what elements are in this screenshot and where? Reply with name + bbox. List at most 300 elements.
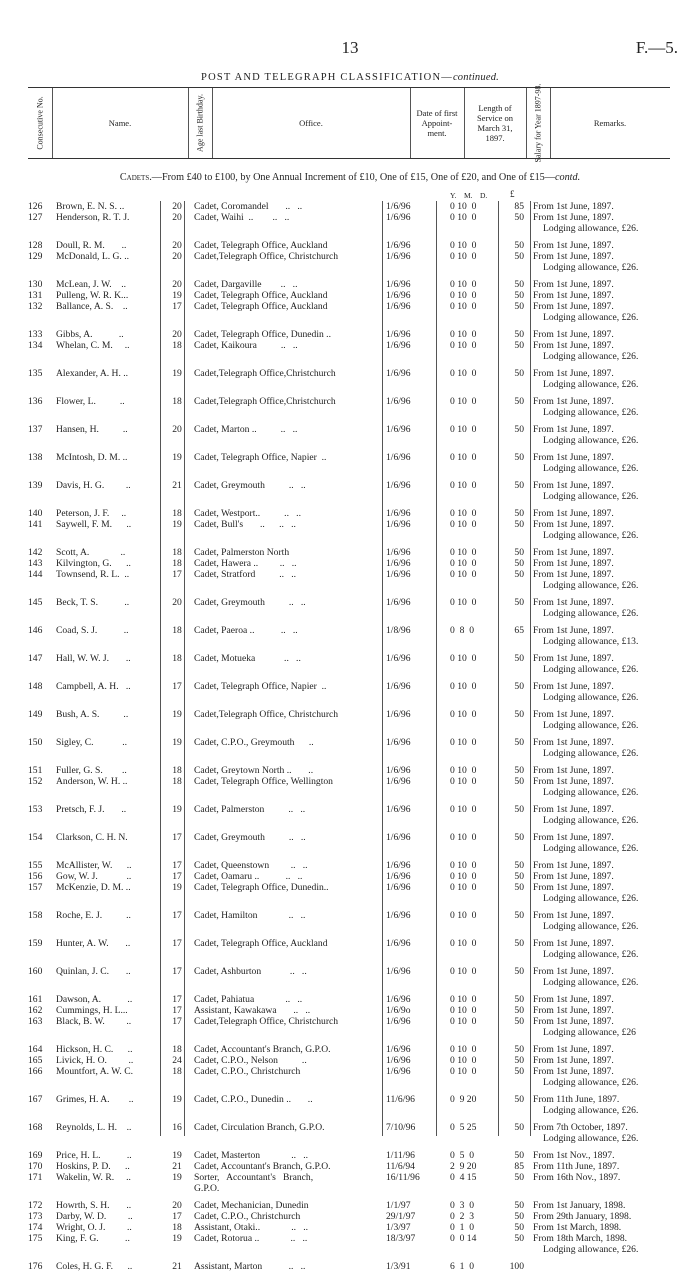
row-remarks: From 1st June, 1897. [533, 1044, 614, 1055]
row-lodging-allowance: Lodging allowance, £26. [543, 223, 639, 234]
row-age: 17 [172, 832, 182, 843]
row-name: Dawson, A. .. [56, 994, 133, 1005]
table-header [28, 83, 670, 163]
row-remarks: From 1st June, 1897. [533, 480, 614, 491]
row-age: 17 [172, 1211, 182, 1222]
row-lodging-allowance: Lodging allowance, £26. [543, 692, 639, 703]
row-date: 1/6/96 [386, 547, 411, 558]
row-service: 0 10 0 [450, 709, 477, 720]
row-salary: 50 [514, 1122, 524, 1133]
row-service: 0 0 14 [450, 1233, 477, 1244]
row-office: Cadet,Telegraph Office,Christchurch [194, 368, 336, 379]
row-office: Cadet, Telegraph Office, Auckland [194, 301, 328, 312]
row-age: 18 [172, 396, 182, 407]
row-date: 1/3/91 [386, 1261, 411, 1272]
header-date: Date of first Appoint- ment. [410, 88, 465, 158]
row-salary: 100 [509, 1261, 524, 1272]
row-salary: 50 [514, 776, 524, 787]
row-service: 0 3 0 [450, 1200, 474, 1211]
row-age: 18 [172, 1044, 182, 1055]
row-number: 144 [28, 569, 43, 580]
row-salary: 50 [514, 1094, 524, 1105]
row-name: McKenzie, D. M. .. [56, 882, 131, 893]
row-lodging-allowance: Lodging allowance, £26. [543, 921, 639, 932]
row-office: Cadet, Rotorua .. .. .. [194, 1233, 308, 1244]
row-age: 17 [172, 681, 182, 692]
row-service: 0 10 0 [450, 301, 477, 312]
row-lodging-allowance: Lodging allowance, £26. [543, 580, 639, 591]
row-date: 1/6/96 [386, 681, 411, 692]
row-office: Assistant, Marton .. .. [194, 1261, 306, 1272]
row-number: 140 [28, 508, 43, 519]
row-remarks: From 18th March, 1898. [533, 1233, 628, 1244]
row-date: 1/6/96 [386, 1055, 411, 1066]
row-service: 0 10 0 [450, 340, 477, 351]
header-remarks: Remarks. [593, 118, 627, 128]
row-date: 18/3/97 [386, 1233, 416, 1244]
row-number: 127 [28, 212, 43, 223]
row-date: 1/6/96 [386, 396, 411, 407]
row-remarks: From 11th June, 1897. [533, 1094, 620, 1105]
row-service: 0 10 0 [450, 452, 477, 463]
row-number: 158 [28, 910, 43, 921]
row-salary: 50 [514, 279, 524, 290]
column-divider [530, 201, 531, 1136]
row-lodging-allowance: Lodging allowance, £26. [543, 491, 639, 502]
row-service: 0 10 0 [450, 1044, 477, 1055]
row-service: 0 10 0 [450, 776, 477, 787]
row-lodging-allowance: Lodging allowance, £26. [543, 787, 639, 798]
row-age: 19 [172, 1094, 182, 1105]
row-remarks: From 16th Nov., 1897. [533, 1172, 621, 1183]
row-salary: 50 [514, 1016, 524, 1027]
row-salary: 50 [514, 251, 524, 262]
row-name: Campbell, A. H. .. [56, 681, 131, 692]
row-name: Alexander, A. H. .. [56, 368, 129, 379]
row-date: 11/6/96 [386, 1094, 415, 1105]
row-number: 136 [28, 396, 43, 407]
row-date: 1/3/97 [386, 1222, 411, 1233]
row-salary: 50 [514, 368, 524, 379]
row-number: 174 [28, 1222, 43, 1233]
row-remarks: From 1st June, 1897. [533, 301, 614, 312]
row-office: Cadet, Greymouth .. .. [194, 832, 306, 843]
row-date: 1/6/96 [386, 340, 411, 351]
row-service: 6 1 0 [450, 1261, 474, 1272]
row-lodging-allowance: Lodging allowance, £26. [543, 748, 639, 759]
row-age: 20 [172, 251, 182, 262]
row-name: Henderson, R. T. J. [56, 212, 130, 223]
row-service: 0 10 0 [450, 558, 477, 569]
row-service: 0 10 0 [450, 279, 477, 290]
row-number: 133 [28, 329, 43, 340]
row-date: 1/6/96 [386, 480, 411, 491]
row-date: 1/6/96 [386, 860, 411, 871]
row-salary: 50 [514, 1211, 524, 1222]
row-number: 159 [28, 938, 43, 949]
row-remarks: From 1st June, 1897. [533, 860, 614, 871]
row-age: 17 [172, 871, 182, 882]
row-name: Price, H. L. .. [56, 1150, 132, 1161]
row-salary: 50 [514, 569, 524, 580]
row-date: 1/6/96 [386, 966, 411, 977]
row-number: 129 [28, 251, 43, 262]
row-lodging-allowance: Lodging allowance, £26. [543, 843, 639, 854]
row-salary: 50 [514, 1044, 524, 1055]
row-number: 165 [28, 1055, 43, 1066]
row-service: 0 10 0 [450, 804, 477, 815]
row-office: Cadet,Telegraph Office, Christchurch [194, 709, 339, 720]
row-remarks: From 1st June, 1897. [533, 804, 614, 815]
row-office: Cadet, Telegraph Office, Auckland [194, 290, 328, 301]
row-office: Cadet, Circulation Branch, G.P.O. [194, 1122, 325, 1133]
row-number: 150 [28, 737, 43, 748]
row-number: 164 [28, 1044, 43, 1055]
row-date: 1/6/96 [386, 1066, 411, 1077]
row-age: 24 [172, 1055, 182, 1066]
row-age: 18 [172, 558, 182, 569]
row-number: 152 [28, 776, 43, 787]
row-age: 18 [172, 653, 182, 664]
row-service: 0 5 25 [450, 1122, 477, 1133]
row-number: 131 [28, 290, 43, 301]
row-lodging-allowance: Lodging allowance, £26. [543, 720, 639, 731]
row-lodging-allowance: Lodging allowance, £26. [543, 1133, 639, 1144]
row-office: Cadet, Pahiatua .. .. [194, 994, 303, 1005]
row-name: Hickson, H. C. .. [56, 1044, 133, 1055]
row-office: Cadet,Telegraph Office, Christchurch [194, 1016, 339, 1027]
header-name: Name. [52, 88, 189, 158]
row-service: 0 10 0 [450, 547, 477, 558]
row-office: Cadet, Coromandel .. .. [194, 201, 303, 212]
document-reference: F.—5. [635, 38, 678, 57]
row-lodging-allowance: Lodging allowance, £26. [543, 463, 639, 474]
row-service: 0 10 0 [450, 251, 477, 262]
row-service: 0 10 0 [450, 871, 477, 882]
row-salary: 50 [514, 301, 524, 312]
row-age: 17 [172, 860, 182, 871]
row-name: Flower, L. .. [56, 396, 125, 407]
row-number: 162 [28, 1005, 43, 1016]
row-office: Cadet, Paeroa .. .. .. [194, 625, 298, 636]
row-remarks: From 1st June, 1897. [533, 966, 614, 977]
row-date: 1/6/96 [386, 765, 411, 776]
row-service: 0 10 0 [450, 508, 477, 519]
row-service: 0 10 0 [450, 212, 477, 223]
row-number: 132 [28, 301, 43, 312]
row-remarks: From 1st June, 1897. [533, 340, 614, 351]
row-date: 1/6/96 [386, 240, 411, 251]
row-number: 169 [28, 1150, 43, 1161]
row-salary: 50 [514, 290, 524, 301]
row-service: 0 10 0 [450, 201, 477, 212]
row-age: 19 [172, 882, 182, 893]
row-salary: 50 [514, 653, 524, 664]
row-office: Sorter, Accountant's Branch, [194, 1172, 314, 1183]
row-remarks: From 1st June, 1897. [533, 765, 614, 776]
row-number: 171 [28, 1172, 43, 1183]
row-office: Cadet, Mechanician, Dunedin [194, 1200, 309, 1211]
row-salary: 50 [514, 1200, 524, 1211]
row-name: Howrth, S. H. .. [56, 1200, 132, 1211]
row-salary: 50 [514, 1233, 524, 1244]
row-salary: 50 [514, 709, 524, 720]
row-name: McDonald, L. G. .. [56, 251, 130, 262]
row-age: 19 [172, 519, 182, 530]
row-office: Cadet, Telegraph Office, Wellington [194, 776, 333, 787]
row-service: 0 1 0 [450, 1222, 474, 1233]
row-age: 17 [172, 966, 182, 977]
row-name: Sigley, C. .. [56, 737, 128, 748]
row-date: 1/6/96 [386, 329, 411, 340]
row-lodging-allowance: Lodging allowance, £26 [543, 1027, 636, 1038]
row-name: Mountfort, A. W. C. [56, 1066, 134, 1077]
row-date: 1/6/96 [386, 212, 411, 223]
row-service: 0 4 15 [450, 1172, 477, 1183]
row-number: 151 [28, 765, 43, 776]
row-office: Cadet, Masterton .. .. [194, 1150, 309, 1161]
row-number: 141 [28, 519, 43, 530]
row-number: 128 [28, 240, 43, 251]
row-lodging-allowance: Lodging allowance, £26. [543, 262, 639, 273]
row-date: 1/6/96 [386, 737, 411, 748]
row-date: 1/6/96 [386, 653, 411, 664]
row-salary: 50 [514, 452, 524, 463]
row-name: Townsend, R. L. .. [56, 569, 130, 580]
row-office: Cadet, Telegraph Office, Auckland [194, 240, 328, 251]
row-office: Cadet, C.P.O., Christchurch [194, 1211, 301, 1222]
row-service: 0 5 0 [450, 1150, 474, 1161]
row-age: 17 [172, 301, 182, 312]
row-remarks: From 1st June, 1897. [533, 212, 614, 223]
row-salary: 50 [514, 1005, 524, 1016]
row-name: Pretsch, F. J. .. [56, 804, 127, 815]
row-date: 1/6/96 [386, 290, 411, 301]
row-lodging-allowance: Lodging allowance, £26. [543, 530, 639, 541]
row-name: Hansen, H. .. [56, 424, 128, 435]
header-service: Length of Service on March 31, 1897. [464, 88, 527, 158]
row-age: 21 [172, 1261, 182, 1272]
unit-years: Y. [450, 191, 457, 200]
row-remarks: From 7th October, 1897. [533, 1122, 628, 1133]
row-date: 1/6/96 [386, 251, 411, 262]
row-service: 0 10 0 [450, 994, 477, 1005]
row-date: 1/11/96 [386, 1150, 415, 1161]
row-name: Doull, R. M. .. [56, 240, 127, 251]
row-salary: 65 [514, 625, 524, 636]
row-salary: 50 [514, 1066, 524, 1077]
row-service: 0 10 0 [450, 832, 477, 843]
row-age: 17 [172, 569, 182, 580]
row-remarks: From 1st June, 1897. [533, 251, 614, 262]
row-office: Cadet, Telegraph Office, Dunedin.. [194, 882, 329, 893]
row-office: Cadet,Telegraph Office, Christchurch [194, 251, 339, 262]
row-salary: 50 [514, 508, 524, 519]
row-office: Cadet, C.P.O., Dunedin .. .. [194, 1094, 313, 1105]
row-service: 0 10 0 [450, 480, 477, 491]
row-age: 17 [172, 938, 182, 949]
row-number: 170 [28, 1161, 43, 1172]
row-remarks: From 1st June, 1897. [533, 547, 614, 558]
title-continued: continued. [452, 72, 499, 83]
unit-pound: £ [510, 189, 515, 199]
row-age: 18 [172, 765, 182, 776]
row-name: Coad, S. J. .. [56, 625, 129, 636]
row-salary: 50 [514, 765, 524, 776]
row-date: 1/6/96 [386, 1016, 411, 1027]
row-salary: 50 [514, 871, 524, 882]
row-age: 20 [172, 279, 182, 290]
row-salary: 50 [514, 938, 524, 949]
row-lodging-allowance: Lodging allowance, £26. [543, 1105, 639, 1116]
row-date: 16/11/96 [386, 1172, 420, 1183]
row-number: 126 [28, 201, 43, 212]
row-salary: 50 [514, 804, 524, 815]
row-service: 0 10 0 [450, 597, 477, 608]
row-salary: 50 [514, 994, 524, 1005]
row-number: 161 [28, 994, 43, 1005]
row-remarks: From 1st June, 1897. [533, 558, 614, 569]
row-date: 1/6/96 [386, 776, 411, 787]
row-salary: 50 [514, 480, 524, 491]
row-date: 1/6/96 [386, 597, 411, 608]
row-number: 137 [28, 424, 43, 435]
row-age: 18 [172, 547, 182, 558]
row-office: Cadet, Motueka .. .. [194, 653, 301, 664]
row-service: 0 10 0 [450, 966, 477, 977]
row-service: 2 9 20 [450, 1161, 477, 1172]
row-age: 20 [172, 240, 182, 251]
row-number: 154 [28, 832, 43, 843]
header-age: Age last Birthday. [188, 88, 213, 158]
row-lodging-allowance: Lodging allowance, £26. [543, 1244, 639, 1255]
row-office: Cadet, Palmerston North [194, 547, 290, 558]
row-office: Cadet, Accountant's Branch, G.P.O. [194, 1044, 331, 1055]
row-name: Gow, W. J. .. [56, 871, 132, 882]
row-date: 1/6/96 [386, 882, 411, 893]
row-service: 0 10 0 [450, 1055, 477, 1066]
section-text: .—From £40 to £100, by One Annual Increment of £10, One of £15, One of £20, and One of £15— [149, 172, 555, 183]
row-service: 0 2 3 [450, 1211, 474, 1222]
row-service: 0 10 0 [450, 424, 477, 435]
row-office: Assistant, Kawakawa .. .. [194, 1005, 311, 1016]
row-age: 20 [172, 1200, 182, 1211]
row-service: 0 10 0 [450, 519, 477, 530]
row-number: 173 [28, 1211, 43, 1222]
row-salary: 50 [514, 966, 524, 977]
row-name: Scott, A. .. [56, 547, 126, 558]
row-number: 149 [28, 709, 43, 720]
row-lodging-allowance: Lodging allowance, £26. [543, 379, 639, 390]
row-remarks: From 1st June, 1897. [533, 882, 614, 893]
row-age: 17 [172, 1016, 182, 1027]
row-lodging-allowance: Lodging allowance, £26. [543, 893, 639, 904]
row-salary: 50 [514, 882, 524, 893]
row-name: McLean, J. W. .. [56, 279, 127, 290]
row-name: Reynolds, L. H. .. [56, 1122, 132, 1133]
row-office: Cadet, Greymouth .. .. [194, 480, 306, 491]
row-lodging-allowance: Lodging allowance, £26. [543, 435, 639, 446]
row-office: Cadet, Palmerston .. .. [194, 804, 306, 815]
row-remarks: From 1st June, 1897. [533, 368, 614, 379]
row-age: 18 [172, 508, 182, 519]
row-service: 0 10 0 [450, 240, 477, 251]
row-age: 20 [172, 424, 182, 435]
row-date: 1/6/96 [386, 569, 411, 580]
row-salary: 50 [514, 424, 524, 435]
row-date: 1/6/96 [386, 558, 411, 569]
row-service: 0 10 0 [450, 1016, 477, 1027]
row-service: 0 10 0 [450, 860, 477, 871]
row-remarks: From 1st June, 1897. [533, 290, 614, 301]
row-remarks: From 1st June, 1897. [533, 279, 614, 290]
row-office: Cadet, Dargaville .. .. [194, 279, 298, 290]
row-salary: 50 [514, 860, 524, 871]
row-name: Brown, E. N. S. .. [56, 201, 125, 212]
row-office: Cadet, Ashburton .. .. [194, 966, 307, 977]
column-divider [436, 201, 437, 1136]
row-service: 0 10 0 [450, 938, 477, 949]
row-age: 20 [172, 329, 182, 340]
row-name: Ballance, A. S. .. [56, 301, 128, 312]
row-age: 19 [172, 290, 182, 301]
section-label: Cadets [119, 172, 150, 183]
row-salary: 50 [514, 396, 524, 407]
row-number: 153 [28, 804, 43, 815]
row-remarks: From 1st June, 1897. [533, 1055, 614, 1066]
row-office: Cadet, Telegraph Office, Dunedin .. [194, 329, 331, 340]
row-remarks: From 1st June, 1897. [533, 938, 614, 949]
row-office: Cadet, Hamilton .. .. [194, 910, 306, 921]
row-remarks: From 1st March, 1898. [533, 1222, 622, 1233]
row-name: Saywell, F. M. .. [56, 519, 132, 530]
row-name: Hall, W. W. J. .. [56, 653, 131, 664]
row-lodging-allowance: Lodging allowance, £13. [543, 636, 639, 647]
row-date: 11/6/94 [386, 1161, 415, 1172]
page-number: 13 [341, 38, 359, 57]
row-name: Anderson, W. H. .. [56, 776, 128, 787]
row-number: 167 [28, 1094, 43, 1105]
row-date: 1/6/96 [386, 871, 411, 882]
row-office: Cadet, Greytown North .. .. [194, 765, 314, 776]
row-name: Wright, O. J. .. [56, 1222, 132, 1233]
row-number: 135 [28, 368, 43, 379]
row-lodging-allowance: Lodging allowance, £26. [543, 608, 639, 619]
row-number: 147 [28, 653, 43, 664]
row-name: Grimes, H. A. .. [56, 1094, 134, 1105]
row-date: 1/6/96 [386, 424, 411, 435]
row-remarks: From 1st June, 1897. [533, 597, 614, 608]
row-age: 19 [172, 368, 182, 379]
row-office: Cadet, C.P.O., Greymouth .. [194, 737, 314, 748]
row-number: 138 [28, 452, 43, 463]
unit-months: M. [464, 191, 473, 200]
row-number: 146 [28, 625, 43, 636]
row-age: 19 [172, 1233, 182, 1244]
row-service: 0 10 0 [450, 396, 477, 407]
row-salary: 50 [514, 547, 524, 558]
row-number: 166 [28, 1066, 43, 1077]
row-remarks: From 1st June, 1897. [533, 240, 614, 251]
row-lodging-allowance: Lodging allowance, £26. [543, 1077, 639, 1088]
row-name: Hunter, A. W. .. [56, 938, 131, 949]
row-salary: 50 [514, 910, 524, 921]
row-date: 1/6/96 [386, 709, 411, 720]
row-service: 0 10 0 [450, 569, 477, 580]
row-lodging-allowance: Lodging allowance, £26. [543, 351, 639, 362]
row-salary: 85 [514, 201, 524, 212]
row-date: 1/6/96 [386, 832, 411, 843]
